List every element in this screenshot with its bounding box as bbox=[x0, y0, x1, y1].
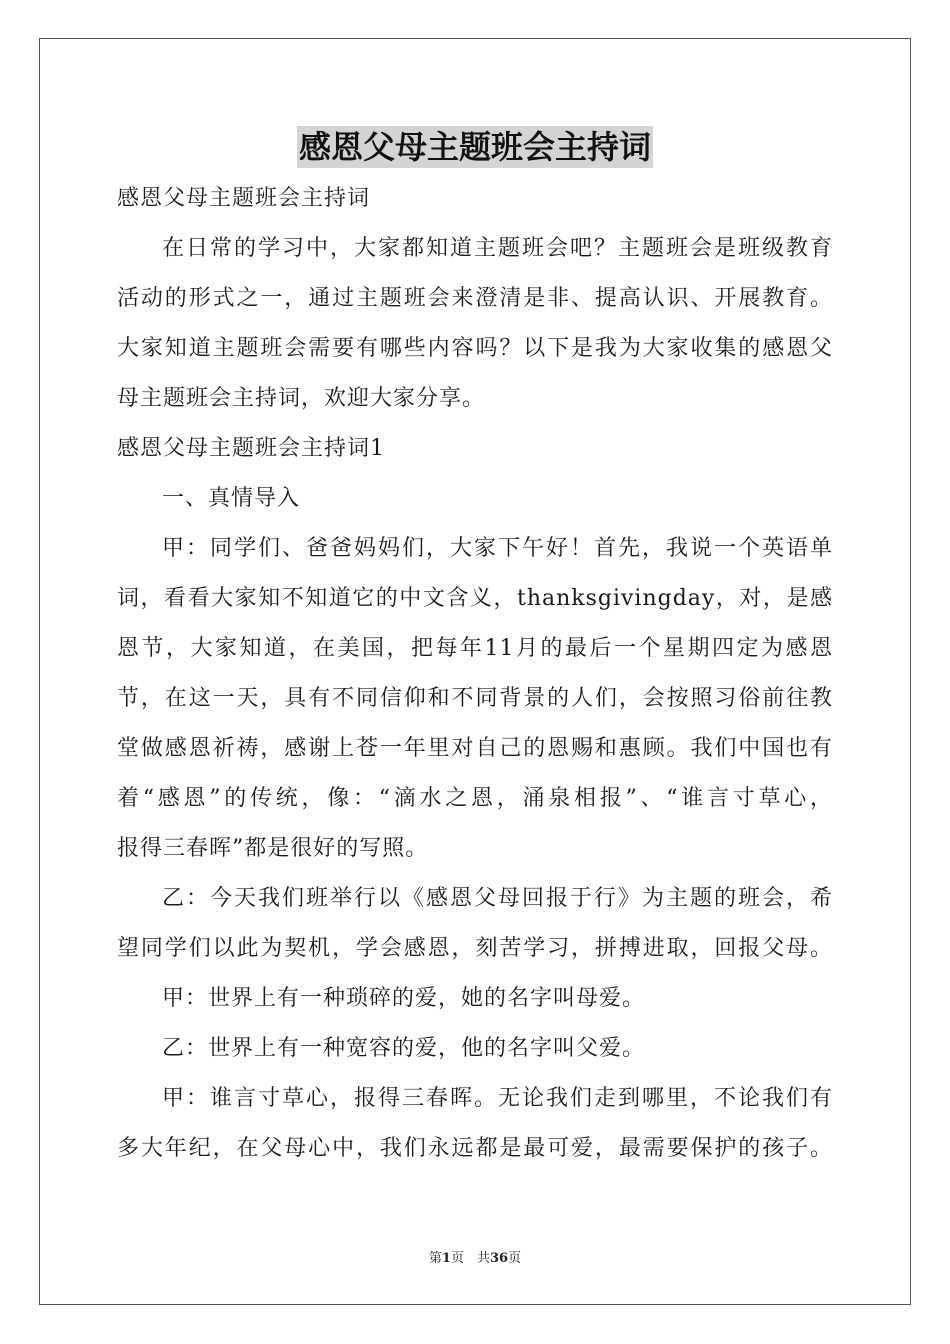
paragraph-line: 望同学们以此为契机，学会感恩，刻苦学习，拼搏进取，回报父母。 bbox=[117, 936, 833, 961]
footer-mid: 页 共 bbox=[450, 1251, 490, 1266]
paragraph-line: 乙：今天我们班举行以《感恩父母回报于行》为主题的班会，希 bbox=[162, 886, 833, 911]
title-container bbox=[0, 126, 950, 168]
paragraph-line: 大家知道主题班会需要有哪些内容吗？以下是我为大家收集的感恩父 bbox=[117, 336, 833, 361]
total-page-count: 36 bbox=[489, 1251, 509, 1266]
paragraph-line: 恩节，大家知道，在美国，把每年11月的最后一个星期四定为感恩 bbox=[117, 636, 833, 661]
document-title: 感恩父母主题班会主持词 bbox=[298, 128, 651, 166]
paragraph-line: 乙：世界上有一种宽容的爱，他的名字叫父爱。 bbox=[162, 1036, 646, 1061]
paragraph-line: 在日常的学习中，大家都知道主题班会吧？主题班会是班级教育 bbox=[162, 236, 833, 261]
current-page-number: 1 bbox=[441, 1251, 451, 1266]
footer-suffix: 页 bbox=[508, 1251, 522, 1266]
section-heading: 感恩父母主题班会主持词1 bbox=[117, 436, 385, 461]
document-body bbox=[117, 180, 833, 1180]
paragraph-line: 堂做感恩祈祷，感谢上苍一年里对自己的恩赐和惠顾。我们中国也有 bbox=[117, 736, 833, 761]
paragraph-line: 甲：谁言寸草心，报得三春晖。无论我们走到哪里，不论我们有 bbox=[162, 1086, 833, 1111]
paragraph-line: 着“感恩”的传统，像：“滴水之恩，涌泉相报”、“谁言寸草心， bbox=[117, 786, 833, 811]
page-footer bbox=[0, 1247, 950, 1266]
footer-prefix: 第 bbox=[428, 1251, 442, 1266]
paragraph-line: 甲：同学们、爸爸妈妈们，大家下午好！首先，我说一个英语单 bbox=[162, 536, 833, 561]
paragraph-line: 活动的形式之一，通过主题班会来澄清是非、提高认识、开展教育。 bbox=[117, 286, 833, 311]
paragraph-line: 词，看看大家知不知道它的中文含义，thanksgivingday，对，是感 bbox=[117, 586, 833, 611]
subsection-heading: 一、真情导入 bbox=[162, 486, 301, 511]
subtitle-line: 感恩父母主题班会主持词 bbox=[117, 186, 371, 211]
paragraph-line: 节，在这一天，具有不同信仰和不同背景的人们，会按照习俗前往教 bbox=[117, 686, 833, 711]
paragraph-line: 多大年纪，在父母心中，我们永远都是最可爱，最需要保护的孩子。 bbox=[117, 1136, 833, 1161]
paragraph-line: 报得三春晖”都是很好的写照。 bbox=[117, 836, 429, 861]
paragraph-line: 母主题班会主持词，欢迎大家分享。 bbox=[117, 386, 486, 411]
paragraph-line: 甲：世界上有一种琐碎的爱，她的名字叫母爱。 bbox=[162, 986, 646, 1011]
